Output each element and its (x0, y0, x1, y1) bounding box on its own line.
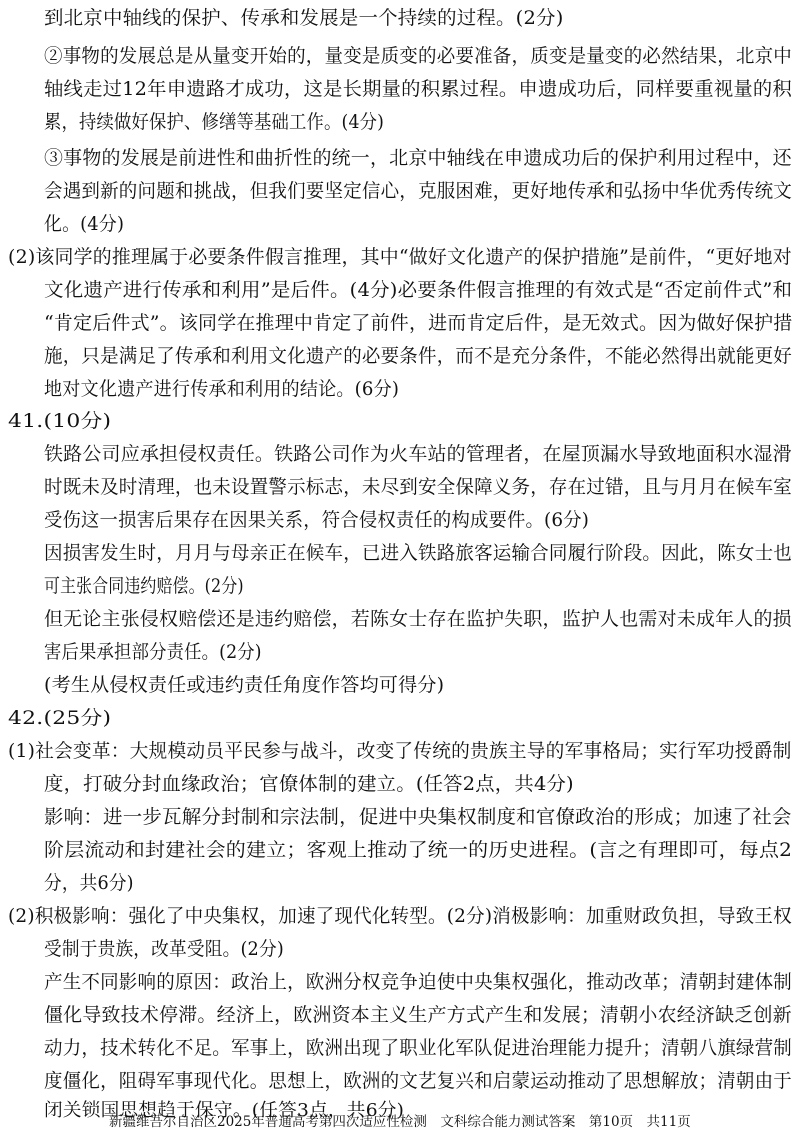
text-line: 害后果承担部分责任。(2分) (44, 641, 262, 663)
text-line: 度僵化，阻碍军事现代化。思想上，欧洲的文艺复兴和启蒙运动推动了思想解放；清朝由于 (44, 1070, 793, 1092)
text-line: 阶层流动和封建社会的建立；客观上推动了统一的历史进程。(言之有理即可，每点2 (44, 839, 793, 861)
text-line: 受制于贵族，改革受阻。(2分) (44, 938, 284, 960)
text-line: (2)积极影响：强化了中央集权，加速了现代化转型。(2分)消极影响：加重财政负担，导致王权 (8, 905, 792, 927)
text-line: 僵化导致技术停滞。经济上，欧洲资本主义生产方式产生和发展；清朝小农经济缺乏创新 (44, 1004, 792, 1026)
text-line: 影响：进一步瓦解分封制和宗法制，促进中央集权制度和官僚政治的形成；加速了社会 (44, 806, 792, 828)
text-line: 因损害发生时，月月与母亲正在候车，已进入铁路旅客运输合同履行阶段。因此，陈女士也 (44, 542, 793, 564)
text-line: (2)该同学的推理属于必要条件假言推理，其中“做好文化遗产的保护措施”是前件，“更好地对 (8, 246, 792, 268)
text-line: 产生不同影响的原因：政治上，欧洲分权竞争迫使中央集权强化，推动改革；清朝封建体制 (44, 971, 793, 993)
page-footer: 新疆维吾尔自治区2025年普通高考第四次适应性检测 文科综合能力测试答案 第10页 共11页 (109, 1114, 691, 1130)
text-line: 铁路公司应承担侵权责任。铁路公司作为火车站的管理者，在屋顶漏水导致地面积水湿滑 (44, 443, 792, 465)
question-number: 42.(25分) (8, 707, 112, 729)
text-line: (考生从侵权责任或违约责任角度作答均可得分) (44, 674, 445, 696)
text-line: 地对文化遗产进行传承和利用的结论。(6分) (44, 378, 400, 400)
text-line: 但无论主张侵权赔偿还是违约赔偿，若陈女士存在监护失职，监护人也需对未成年人的损 (44, 608, 792, 630)
text-line: 文化遗产进行传承和利用”是后件。(4分)必要条件假言推理的有效式是“否定前件式”和 (44, 279, 793, 301)
text-line: 闭关锁国思想趋于保守。(任答3点，共6分) (44, 1100, 405, 1121)
text-line: 时既未及时清理，也未设置警示标志，未尽到安全保障义务，存在过错，且与月月在候车室 (44, 476, 793, 498)
text-line: (1)社会变革：大规模动员平民参与战斗，改变了传统的贵族主导的军事格局；实行军功授爵制 (8, 740, 792, 762)
text-line: 到北京中轴线的保护、传承和发展是一个持续的过程。(2分) (44, 7, 564, 29)
text-line: ③事物的发展是前进性和曲折性的统一，北京中轴线在申遗成功后的保护利用过程中，还 (44, 147, 792, 169)
text-line: “肯定后件式”。该同学在推理中肯定了前件，进而肯定后件，是无效式。因为做好保护措 (44, 312, 793, 334)
text-line: 可主张合同违约赔偿。(2分) (44, 575, 244, 597)
question-number: 41.(10分) (8, 410, 112, 432)
text-line: 分，共6分) (44, 872, 134, 894)
text-line: 施，只是满足了传承和利用文化遗产的必要条件，而不是充分条件，不能必然得出就能更好 (44, 345, 793, 367)
text-line: 会遇到新的问题和挑战，但我们要坚定信心，克服困难，更好地传承和弘扬中华优秀传统文 (44, 180, 793, 202)
text-line: 化。(4分) (44, 213, 125, 235)
text-line: 受伤这一损害后果存在因果关系，符合侵权责任的构成要件。(6分) (44, 509, 590, 531)
text-line: 轴线走过12年申遗路才成功，这是长期量的积累过程。申遗成功后，同样要重视量的积 (44, 78, 792, 100)
text-line: 度，打破分封血缘政治；官僚体制的建立。(任答2点，共4分) (44, 773, 574, 795)
text-line: 动力，技术转化不足。军事上，欧洲出现了职业化军队促进治理能力提升；清朝八旗绿营制 (44, 1037, 793, 1059)
text-line: ②事物的发展总是从量变开始的，量变是质变的必要准备，质变是量变的必然结果，北京中 (44, 45, 793, 67)
text-line: 累，持续做好保护、修缮等基础工作。(4分) (44, 111, 385, 133)
